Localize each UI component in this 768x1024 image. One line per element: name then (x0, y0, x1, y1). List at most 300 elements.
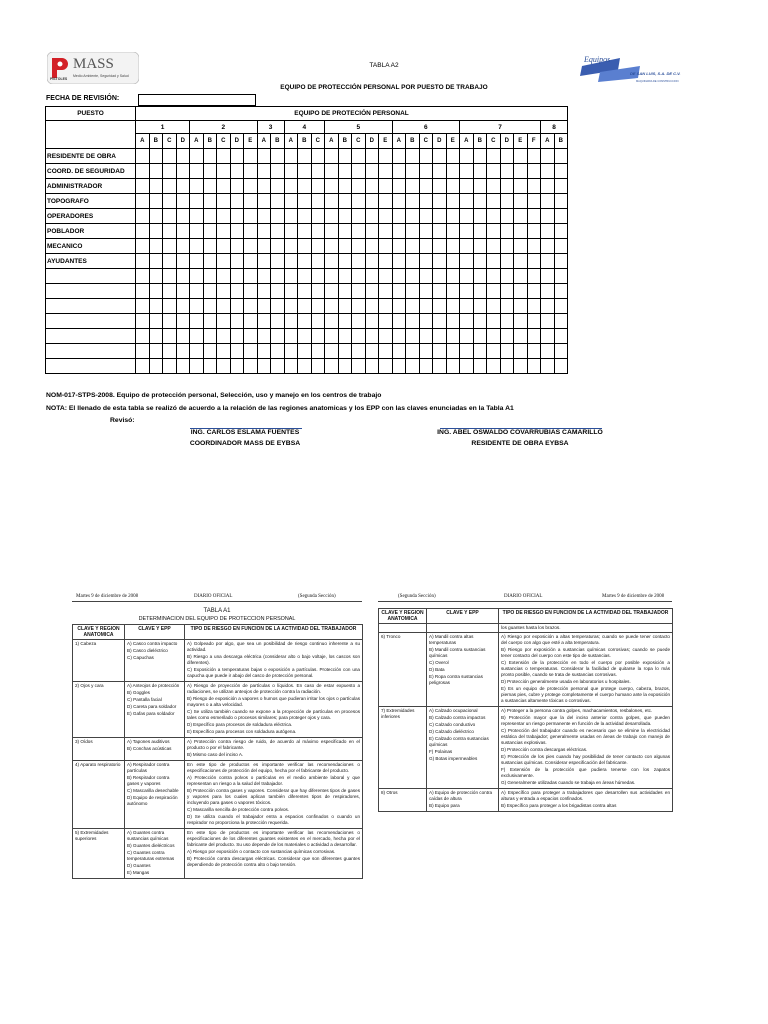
epp-check-cell[interactable] (527, 269, 541, 284)
epp-check-cell[interactable] (541, 359, 555, 374)
epp-check-cell[interactable] (487, 239, 501, 254)
epp-check-cell[interactable] (419, 164, 433, 179)
epp-check-cell[interactable] (392, 269, 406, 284)
epp-check-cell[interactable] (352, 164, 366, 179)
epp-check-cell[interactable] (338, 209, 352, 224)
epp-check-cell[interactable] (473, 329, 487, 344)
epp-check-cell[interactable] (325, 269, 339, 284)
epp-check-cell[interactable] (325, 239, 339, 254)
epp-check-cell[interactable] (176, 254, 190, 269)
epp-check-cell[interactable] (217, 299, 231, 314)
epp-check-cell[interactable] (406, 284, 420, 299)
epp-check-cell[interactable] (473, 299, 487, 314)
epp-check-cell[interactable] (257, 209, 271, 224)
epp-check-cell[interactable] (541, 209, 555, 224)
epp-check-cell[interactable] (541, 164, 555, 179)
epp-check-cell[interactable] (203, 344, 217, 359)
epp-check-cell[interactable] (379, 269, 393, 284)
epp-check-cell[interactable] (230, 239, 244, 254)
epp-check-cell[interactable] (203, 209, 217, 224)
epp-check-cell[interactable] (149, 314, 163, 329)
epp-check-cell[interactable] (230, 284, 244, 299)
epp-check-cell[interactable] (433, 314, 447, 329)
epp-check-cell[interactable] (190, 329, 204, 344)
epp-check-cell[interactable] (190, 224, 204, 239)
epp-check-cell[interactable] (379, 149, 393, 164)
epp-check-cell[interactable] (500, 314, 514, 329)
epp-check-cell[interactable] (365, 149, 379, 164)
epp-check-cell[interactable] (271, 224, 285, 239)
epp-check-cell[interactable] (446, 209, 460, 224)
epp-check-cell[interactable] (541, 149, 555, 164)
epp-check-cell[interactable] (284, 179, 298, 194)
epp-check-cell[interactable] (460, 284, 474, 299)
epp-check-cell[interactable] (217, 344, 231, 359)
epp-check-cell[interactable] (217, 269, 231, 284)
epp-check-cell[interactable] (541, 239, 555, 254)
epp-check-cell[interactable] (190, 164, 204, 179)
epp-check-cell[interactable] (244, 254, 258, 269)
epp-check-cell[interactable] (446, 269, 460, 284)
epp-check-cell[interactable] (311, 179, 325, 194)
epp-check-cell[interactable] (487, 299, 501, 314)
epp-check-cell[interactable] (500, 224, 514, 239)
epp-check-cell[interactable] (217, 209, 231, 224)
epp-check-cell[interactable] (352, 299, 366, 314)
epp-check-cell[interactable] (554, 194, 568, 209)
epp-check-cell[interactable] (257, 239, 271, 254)
epp-check-cell[interactable] (338, 344, 352, 359)
epp-check-cell[interactable] (284, 314, 298, 329)
epp-check-cell[interactable] (284, 254, 298, 269)
epp-check-cell[interactable] (487, 179, 501, 194)
epp-check-cell[interactable] (163, 149, 177, 164)
epp-check-cell[interactable] (446, 359, 460, 374)
epp-check-cell[interactable] (446, 239, 460, 254)
epp-check-cell[interactable] (433, 224, 447, 239)
epp-check-cell[interactable] (298, 194, 312, 209)
epp-check-cell[interactable] (352, 149, 366, 164)
epp-check-cell[interactable] (257, 164, 271, 179)
epp-check-cell[interactable] (379, 284, 393, 299)
epp-check-cell[interactable] (203, 299, 217, 314)
epp-check-cell[interactable] (136, 269, 150, 284)
epp-check-cell[interactable] (514, 194, 528, 209)
epp-check-cell[interactable] (460, 269, 474, 284)
epp-check-cell[interactable] (190, 359, 204, 374)
epp-check-cell[interactable] (136, 359, 150, 374)
epp-check-cell[interactable] (257, 179, 271, 194)
epp-check-cell[interactable] (176, 239, 190, 254)
epp-check-cell[interactable] (406, 299, 420, 314)
epp-check-cell[interactable] (136, 254, 150, 269)
epp-check-cell[interactable] (244, 209, 258, 224)
epp-check-cell[interactable] (460, 329, 474, 344)
epp-check-cell[interactable] (271, 359, 285, 374)
epp-check-cell[interactable] (311, 269, 325, 284)
epp-check-cell[interactable] (514, 269, 528, 284)
epp-check-cell[interactable] (365, 164, 379, 179)
epp-check-cell[interactable] (379, 359, 393, 374)
epp-check-cell[interactable] (190, 344, 204, 359)
epp-check-cell[interactable] (487, 269, 501, 284)
epp-check-cell[interactable] (406, 254, 420, 269)
epp-check-cell[interactable] (379, 299, 393, 314)
epp-check-cell[interactable] (473, 269, 487, 284)
epp-check-cell[interactable] (500, 239, 514, 254)
epp-check-cell[interactable] (392, 299, 406, 314)
epp-check-cell[interactable] (460, 359, 474, 374)
epp-check-cell[interactable] (460, 344, 474, 359)
epp-check-cell[interactable] (230, 329, 244, 344)
epp-check-cell[interactable] (298, 254, 312, 269)
epp-check-cell[interactable] (176, 224, 190, 239)
epp-check-cell[interactable] (311, 344, 325, 359)
epp-check-cell[interactable] (338, 224, 352, 239)
epp-check-cell[interactable] (325, 164, 339, 179)
epp-check-cell[interactable] (527, 224, 541, 239)
epp-check-cell[interactable] (406, 344, 420, 359)
epp-check-cell[interactable] (149, 284, 163, 299)
epp-check-cell[interactable] (500, 164, 514, 179)
epp-check-cell[interactable] (460, 239, 474, 254)
epp-check-cell[interactable] (487, 359, 501, 374)
epp-check-cell[interactable] (514, 179, 528, 194)
epp-check-cell[interactable] (352, 224, 366, 239)
epp-check-cell[interactable] (527, 209, 541, 224)
epp-check-cell[interactable] (352, 194, 366, 209)
epp-check-cell[interactable] (352, 284, 366, 299)
epp-check-cell[interactable] (190, 194, 204, 209)
epp-check-cell[interactable] (190, 314, 204, 329)
epp-check-cell[interactable] (149, 164, 163, 179)
epp-check-cell[interactable] (176, 299, 190, 314)
epp-check-cell[interactable] (446, 224, 460, 239)
epp-check-cell[interactable] (392, 224, 406, 239)
epp-check-cell[interactable] (419, 194, 433, 209)
epp-check-cell[interactable] (460, 149, 474, 164)
epp-check-cell[interactable] (244, 179, 258, 194)
epp-check-cell[interactable] (230, 209, 244, 224)
epp-check-cell[interactable] (338, 329, 352, 344)
epp-check-cell[interactable] (244, 164, 258, 179)
epp-check-cell[interactable] (203, 284, 217, 299)
epp-check-cell[interactable] (217, 149, 231, 164)
epp-check-cell[interactable] (419, 239, 433, 254)
epp-check-cell[interactable] (149, 179, 163, 194)
epp-check-cell[interactable] (136, 149, 150, 164)
epp-check-cell[interactable] (554, 329, 568, 344)
epp-check-cell[interactable] (392, 314, 406, 329)
epp-check-cell[interactable] (419, 359, 433, 374)
epp-check-cell[interactable] (500, 269, 514, 284)
epp-check-cell[interactable] (446, 149, 460, 164)
epp-check-cell[interactable] (379, 329, 393, 344)
epp-check-cell[interactable] (217, 314, 231, 329)
epp-check-cell[interactable] (136, 239, 150, 254)
epp-check-cell[interactable] (311, 149, 325, 164)
epp-check-cell[interactable] (325, 209, 339, 224)
epp-check-cell[interactable] (163, 194, 177, 209)
epp-check-cell[interactable] (149, 299, 163, 314)
epp-check-cell[interactable] (460, 194, 474, 209)
epp-check-cell[interactable] (338, 299, 352, 314)
epp-check-cell[interactable] (406, 224, 420, 239)
epp-check-cell[interactable] (446, 164, 460, 179)
epp-check-cell[interactable] (203, 359, 217, 374)
epp-check-cell[interactable] (284, 344, 298, 359)
epp-check-cell[interactable] (190, 299, 204, 314)
epp-check-cell[interactable] (541, 269, 555, 284)
epp-check-cell[interactable] (217, 284, 231, 299)
epp-check-cell[interactable] (406, 179, 420, 194)
epp-check-cell[interactable] (298, 314, 312, 329)
epp-check-cell[interactable] (500, 254, 514, 269)
epp-check-cell[interactable] (433, 239, 447, 254)
epp-check-cell[interactable] (136, 179, 150, 194)
epp-check-cell[interactable] (473, 314, 487, 329)
epp-check-cell[interactable] (136, 194, 150, 209)
epp-check-cell[interactable] (244, 149, 258, 164)
epp-check-cell[interactable] (311, 314, 325, 329)
epp-check-cell[interactable] (284, 149, 298, 164)
epp-check-cell[interactable] (352, 269, 366, 284)
epp-check-cell[interactable] (392, 344, 406, 359)
epp-check-cell[interactable] (203, 254, 217, 269)
epp-check-cell[interactable] (365, 284, 379, 299)
epp-check-cell[interactable] (271, 254, 285, 269)
epp-check-cell[interactable] (244, 194, 258, 209)
epp-check-cell[interactable] (190, 284, 204, 299)
epp-check-cell[interactable] (554, 164, 568, 179)
epp-check-cell[interactable] (554, 209, 568, 224)
epp-check-cell[interactable] (352, 314, 366, 329)
epp-check-cell[interactable] (446, 329, 460, 344)
epp-check-cell[interactable] (244, 344, 258, 359)
epp-check-cell[interactable] (352, 254, 366, 269)
epp-check-cell[interactable] (230, 194, 244, 209)
epp-check-cell[interactable] (149, 269, 163, 284)
epp-check-cell[interactable] (284, 224, 298, 239)
epp-check-cell[interactable] (311, 254, 325, 269)
epp-check-cell[interactable] (136, 314, 150, 329)
epp-check-cell[interactable] (136, 299, 150, 314)
epp-check-cell[interactable] (554, 299, 568, 314)
epp-check-cell[interactable] (311, 194, 325, 209)
epp-check-cell[interactable] (325, 344, 339, 359)
epp-check-cell[interactable] (365, 359, 379, 374)
epp-check-cell[interactable] (284, 239, 298, 254)
epp-check-cell[interactable] (527, 149, 541, 164)
epp-check-cell[interactable] (271, 284, 285, 299)
epp-check-cell[interactable] (298, 179, 312, 194)
epp-check-cell[interactable] (406, 194, 420, 209)
epp-check-cell[interactable] (433, 269, 447, 284)
epp-check-cell[interactable] (244, 224, 258, 239)
epp-check-cell[interactable] (392, 179, 406, 194)
epp-check-cell[interactable] (406, 239, 420, 254)
epp-check-cell[interactable] (298, 149, 312, 164)
epp-check-cell[interactable] (230, 179, 244, 194)
epp-check-cell[interactable] (554, 314, 568, 329)
epp-check-cell[interactable] (136, 329, 150, 344)
epp-check-cell[interactable] (487, 314, 501, 329)
epp-check-cell[interactable] (163, 224, 177, 239)
epp-check-cell[interactable] (365, 239, 379, 254)
epp-check-cell[interactable] (271, 194, 285, 209)
epp-check-cell[interactable] (230, 344, 244, 359)
epp-check-cell[interactable] (149, 329, 163, 344)
epp-check-cell[interactable] (257, 344, 271, 359)
epp-check-cell[interactable] (190, 269, 204, 284)
epp-check-cell[interactable] (325, 359, 339, 374)
epp-check-cell[interactable] (311, 224, 325, 239)
epp-check-cell[interactable] (163, 164, 177, 179)
epp-check-cell[interactable] (325, 314, 339, 329)
epp-check-cell[interactable] (487, 284, 501, 299)
epp-check-cell[interactable] (176, 344, 190, 359)
epp-check-cell[interactable] (514, 284, 528, 299)
epp-check-cell[interactable] (527, 344, 541, 359)
epp-check-cell[interactable] (230, 164, 244, 179)
epp-check-cell[interactable] (473, 284, 487, 299)
epp-check-cell[interactable] (352, 239, 366, 254)
epp-check-cell[interactable] (433, 149, 447, 164)
epp-check-cell[interactable] (149, 149, 163, 164)
epp-check-cell[interactable] (541, 299, 555, 314)
epp-check-cell[interactable] (325, 224, 339, 239)
epp-check-cell[interactable] (473, 194, 487, 209)
epp-check-cell[interactable] (419, 209, 433, 224)
epp-check-cell[interactable] (379, 314, 393, 329)
epp-check-cell[interactable] (514, 149, 528, 164)
epp-check-cell[interactable] (460, 164, 474, 179)
epp-check-cell[interactable] (298, 269, 312, 284)
epp-check-cell[interactable] (487, 329, 501, 344)
epp-check-cell[interactable] (298, 299, 312, 314)
epp-check-cell[interactable] (487, 209, 501, 224)
epp-check-cell[interactable] (365, 179, 379, 194)
epp-check-cell[interactable] (554, 284, 568, 299)
epp-check-cell[interactable] (541, 314, 555, 329)
epp-check-cell[interactable] (554, 239, 568, 254)
epp-check-cell[interactable] (203, 269, 217, 284)
epp-check-cell[interactable] (365, 224, 379, 239)
epp-check-cell[interactable] (163, 344, 177, 359)
epp-check-cell[interactable] (365, 194, 379, 209)
epp-check-cell[interactable] (554, 179, 568, 194)
epp-check-cell[interactable] (460, 179, 474, 194)
epp-check-cell[interactable] (527, 359, 541, 374)
epp-check-cell[interactable] (176, 269, 190, 284)
epp-check-cell[interactable] (325, 299, 339, 314)
epp-check-cell[interactable] (271, 314, 285, 329)
epp-check-cell[interactable] (460, 224, 474, 239)
epp-check-cell[interactable] (338, 239, 352, 254)
epp-check-cell[interactable] (176, 314, 190, 329)
epp-check-cell[interactable] (217, 224, 231, 239)
epp-check-cell[interactable] (230, 254, 244, 269)
epp-check-cell[interactable] (527, 194, 541, 209)
epp-check-cell[interactable] (419, 149, 433, 164)
epp-check-cell[interactable] (230, 269, 244, 284)
epp-check-cell[interactable] (190, 254, 204, 269)
epp-check-cell[interactable] (541, 254, 555, 269)
epp-check-cell[interactable] (365, 329, 379, 344)
epp-check-cell[interactable] (163, 209, 177, 224)
epp-check-cell[interactable] (419, 269, 433, 284)
epp-check-cell[interactable] (473, 209, 487, 224)
epp-check-cell[interactable] (487, 194, 501, 209)
fecha-revision-field[interactable] (138, 94, 256, 106)
epp-check-cell[interactable] (257, 359, 271, 374)
epp-check-cell[interactable] (298, 164, 312, 179)
epp-check-cell[interactable] (203, 179, 217, 194)
epp-check-cell[interactable] (446, 344, 460, 359)
epp-check-cell[interactable] (500, 194, 514, 209)
epp-check-cell[interactable] (271, 269, 285, 284)
epp-check-cell[interactable] (487, 254, 501, 269)
epp-check-cell[interactable] (473, 179, 487, 194)
epp-check-cell[interactable] (500, 149, 514, 164)
epp-check-cell[interactable] (392, 164, 406, 179)
epp-check-cell[interactable] (379, 209, 393, 224)
epp-check-cell[interactable] (298, 224, 312, 239)
epp-check-cell[interactable] (500, 179, 514, 194)
epp-check-cell[interactable] (176, 284, 190, 299)
epp-check-cell[interactable] (244, 239, 258, 254)
epp-check-cell[interactable] (217, 179, 231, 194)
epp-check-cell[interactable] (311, 359, 325, 374)
epp-check-cell[interactable] (500, 299, 514, 314)
epp-check-cell[interactable] (325, 149, 339, 164)
epp-check-cell[interactable] (392, 239, 406, 254)
epp-check-cell[interactable] (203, 194, 217, 209)
epp-check-cell[interactable] (136, 284, 150, 299)
epp-check-cell[interactable] (379, 344, 393, 359)
epp-check-cell[interactable] (284, 359, 298, 374)
epp-check-cell[interactable] (419, 314, 433, 329)
epp-check-cell[interactable] (284, 194, 298, 209)
epp-check-cell[interactable] (149, 194, 163, 209)
epp-check-cell[interactable] (352, 359, 366, 374)
epp-check-cell[interactable] (406, 209, 420, 224)
epp-check-cell[interactable] (446, 284, 460, 299)
epp-check-cell[interactable] (271, 179, 285, 194)
epp-check-cell[interactable] (163, 239, 177, 254)
epp-check-cell[interactable] (419, 344, 433, 359)
epp-check-cell[interactable] (244, 329, 258, 344)
epp-check-cell[interactable] (284, 269, 298, 284)
epp-check-cell[interactable] (284, 299, 298, 314)
epp-check-cell[interactable] (473, 359, 487, 374)
epp-check-cell[interactable] (244, 359, 258, 374)
epp-check-cell[interactable] (392, 284, 406, 299)
epp-check-cell[interactable] (338, 164, 352, 179)
epp-check-cell[interactable] (433, 194, 447, 209)
epp-check-cell[interactable] (311, 299, 325, 314)
epp-check-cell[interactable] (392, 194, 406, 209)
epp-check-cell[interactable] (541, 329, 555, 344)
epp-check-cell[interactable] (554, 149, 568, 164)
epp-check-cell[interactable] (190, 239, 204, 254)
epp-check-cell[interactable] (406, 359, 420, 374)
epp-check-cell[interactable] (500, 344, 514, 359)
epp-check-cell[interactable] (176, 194, 190, 209)
epp-check-cell[interactable] (554, 254, 568, 269)
epp-check-cell[interactable] (190, 179, 204, 194)
epp-check-cell[interactable] (217, 164, 231, 179)
